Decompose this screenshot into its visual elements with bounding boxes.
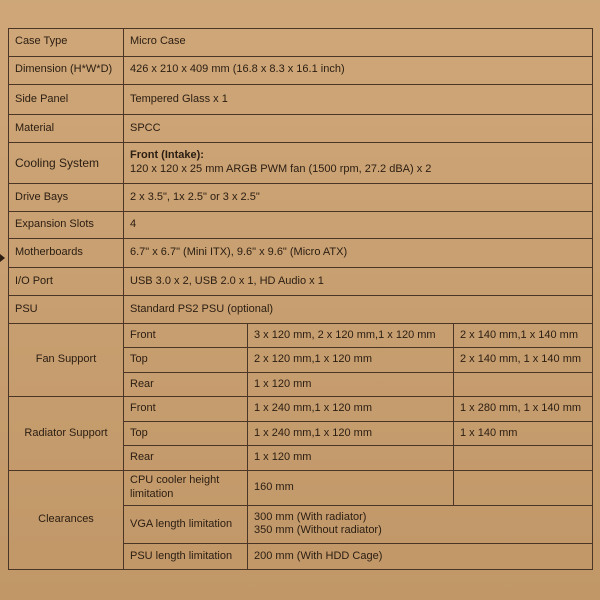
table-row <box>9 184 593 212</box>
spec-key: I/O Port <box>9 267 124 296</box>
radiator-value-a: 1 x 240 mm,1 x 120 mm <box>248 397 454 421</box>
fan-value-b: 2 x 140 mm, 1 x 140 mm <box>454 348 593 372</box>
fan-value-b <box>454 372 593 396</box>
spec-key: Side Panel <box>9 85 124 115</box>
spec-value: USB 3.0 x 2, USB 2.0 x 1, HD Audio x 1 <box>124 267 593 296</box>
spec-value: Standard PS2 PSU (optional) <box>124 296 593 324</box>
table-row <box>9 143 593 184</box>
radiator-pos: Rear <box>124 446 248 470</box>
cooling-front-value: 120 x 120 x 25 mm ARGB PWM fan (1500 rpm, 27.2 dBA) x 2 <box>130 163 432 176</box>
spec-key: Motherboards <box>9 239 124 268</box>
radiator-value-b: 1 x 140 mm <box>454 421 593 445</box>
fan-pos: Front <box>124 323 248 347</box>
cooling-front-title: Front (Intake): <box>130 149 204 162</box>
table-row <box>9 267 593 296</box>
spec-value <box>124 143 593 184</box>
fan-support-key: Fan Support <box>9 323 124 396</box>
spec-value: 2 x 3.5", 1x 2.5" or 3 x 2.5" <box>124 184 593 212</box>
table-row <box>9 470 593 505</box>
spec-value: 4 <box>124 211 593 239</box>
spec-key: PSU <box>9 296 124 324</box>
radiator-value-a: 1 x 240 mm,1 x 120 mm <box>248 421 454 445</box>
fan-value-a: 3 x 120 mm, 2 x 120 mm,1 x 120 mm <box>248 323 454 347</box>
clearance-empty <box>454 470 593 505</box>
table-row <box>9 397 593 421</box>
spec-key: Expansion Slots <box>9 211 124 239</box>
fan-value-a: 1 x 120 mm <box>248 372 454 396</box>
spec-key: Drive Bays <box>9 184 124 212</box>
spec-value: 6.7" x 6.7" (Mini ITX), 9.6" x 9.6" (Micro ATX) <box>124 239 593 268</box>
table-row <box>9 29 593 57</box>
table-row <box>9 239 593 268</box>
clearance-value-line: 300 mm (With radiator) <box>254 510 367 523</box>
clearances-key: Clearances <box>9 470 124 569</box>
spec-key: Material <box>9 114 124 143</box>
radiator-support-key: Radiator Support <box>9 397 124 470</box>
clearance-value: 160 mm <box>248 470 454 505</box>
spec-value: Micro Case <box>124 29 593 57</box>
radiator-value-a: 1 x 120 mm <box>248 446 454 470</box>
spec-table <box>8 28 593 570</box>
spec-key: Case Type <box>9 29 124 57</box>
radiator-pos: Front <box>124 397 248 421</box>
clearance-value-line: 350 mm (Without radiator) <box>254 524 382 537</box>
table-row <box>9 56 593 85</box>
spec-value: 426 x 210 x 409 mm (16.8 x 8.3 x 16.1 inch) <box>124 56 593 85</box>
radiator-value-b: 1 x 280 mm, 1 x 140 mm <box>454 397 593 421</box>
clearance-label: VGA length limitation <box>124 505 248 544</box>
table-row <box>9 85 593 115</box>
spec-key: Dimension (H*W*D) <box>9 56 124 85</box>
clearance-label: PSU length limitation <box>124 544 248 570</box>
fan-value-b: 2 x 140 mm,1 x 140 mm <box>454 323 593 347</box>
table-row <box>9 296 593 324</box>
radiator-pos: Top <box>124 421 248 445</box>
table-row <box>9 114 593 143</box>
spec-value: SPCC <box>124 114 593 143</box>
table-row <box>9 211 593 239</box>
clearance-label: CPU cooler height limitation <box>124 470 248 505</box>
edge-arrow-mark <box>0 254 5 262</box>
clearance-value: 200 mm (With HDD Cage) <box>248 544 593 570</box>
table-row <box>9 323 593 347</box>
radiator-value-b <box>454 446 593 470</box>
spec-value: Tempered Glass x 1 <box>124 85 593 115</box>
clearance-value <box>248 505 593 544</box>
fan-pos: Rear <box>124 372 248 396</box>
fan-value-a: 2 x 120 mm,1 x 120 mm <box>248 348 454 372</box>
fan-pos: Top <box>124 348 248 372</box>
spec-key: Cooling System <box>9 143 124 184</box>
